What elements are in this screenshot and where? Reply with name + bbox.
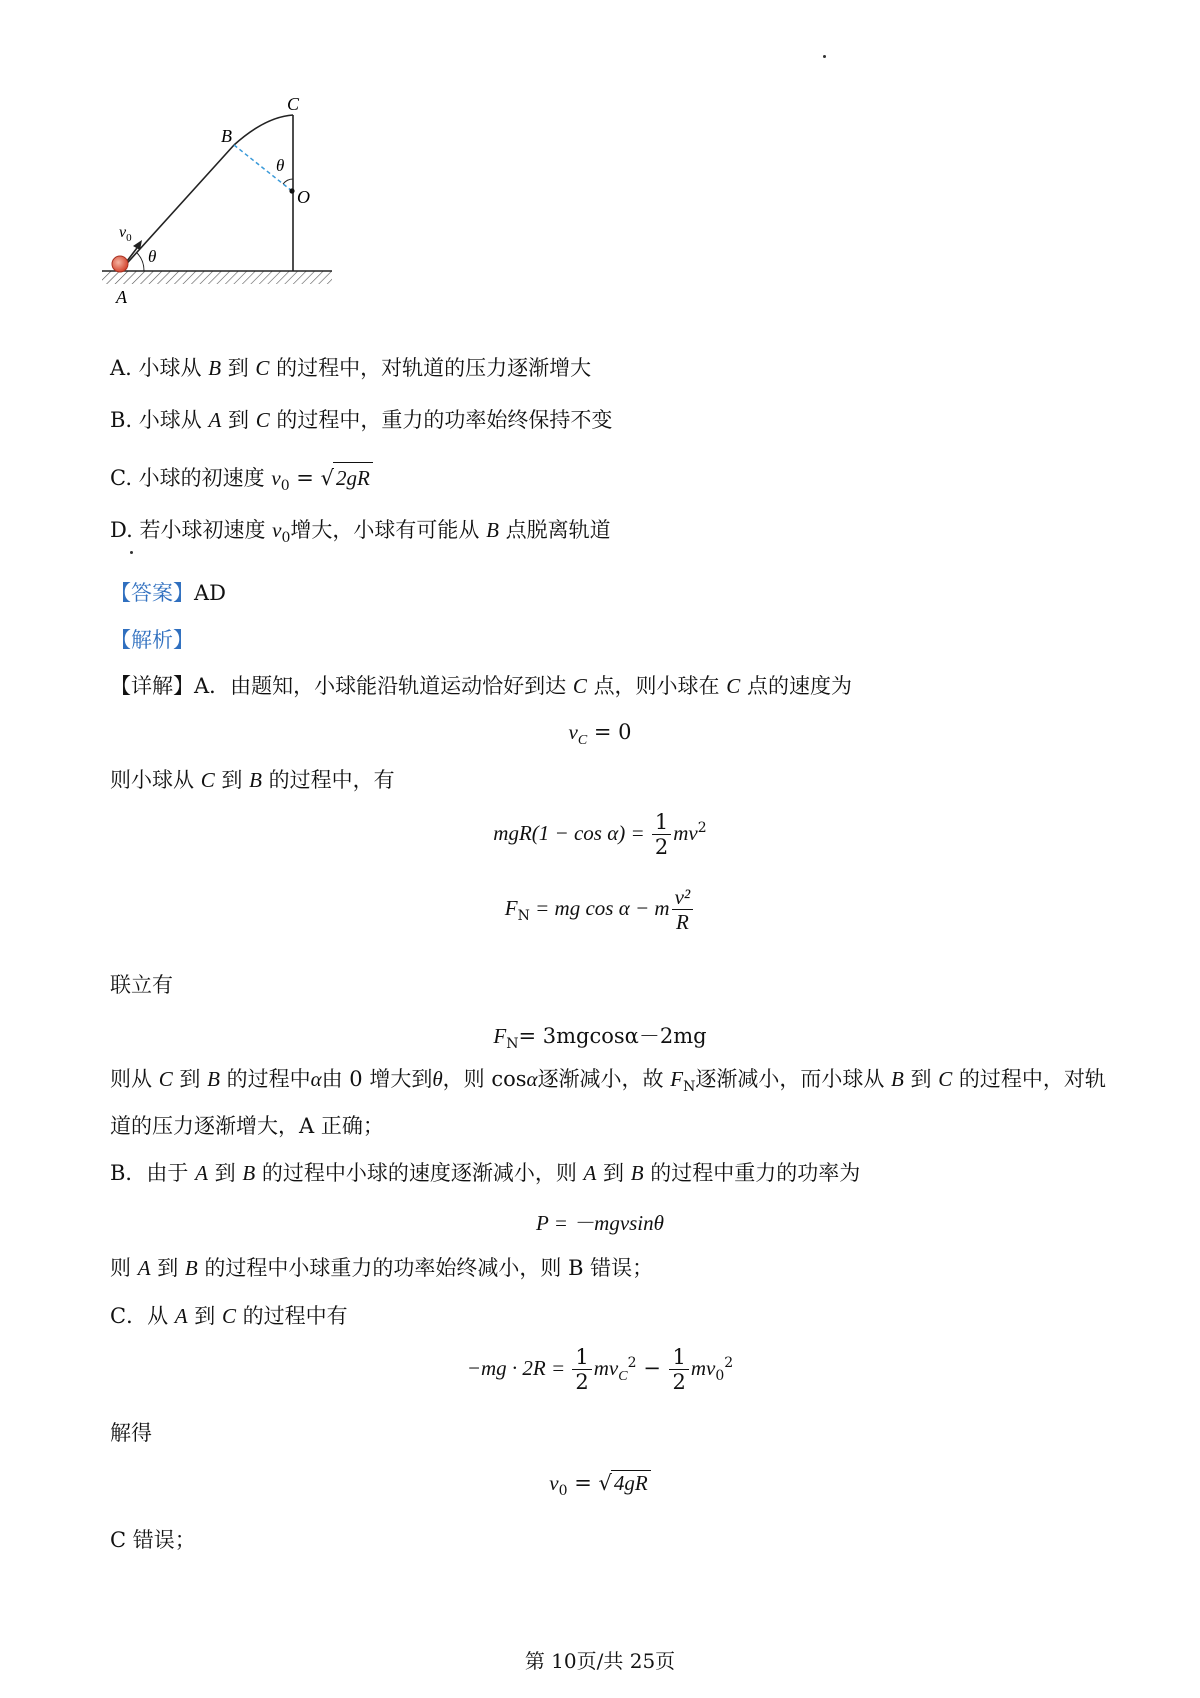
label-O: O: [297, 187, 310, 207]
detail-intro: 【详解】A．由题知，小球能沿轨道运动恰好到达 C 点，则小球在 C 点的速度为: [110, 674, 852, 698]
equation-work-energy: −mg · 2R = $\frac{1}{2}$ $mv_C^2$ − $\frac{1}{2}$ $mv_0^2$: [466, 1345, 734, 1394]
answer-line: 【答案】AD: [110, 581, 227, 605]
option-c: C. 小球的初速度 $v_0 = √2gR$: [110, 462, 373, 501]
equation-v0-result: $v_0 = √4gR$: [0, 1470, 1200, 1499]
scan-dot-d: [130, 551, 133, 554]
detail-c1: C．从 A 到 C 的过程中有: [110, 1304, 348, 1328]
label-A: A: [116, 287, 127, 307]
page-footer: 第 10页/共 25页: [524, 1649, 676, 1673]
label-v0: $v_0$: [119, 224, 132, 244]
ball: [112, 256, 128, 272]
equation-power: P = －mgvsinθ: [536, 1211, 664, 1235]
track-diagram: [100, 95, 350, 320]
scan-dot-top: [823, 55, 826, 58]
detail-para-a1: 则从 C 到 B 的过程中α由 0 增大到θ，则 cosα逐渐减小，故 $F_N$逐渐减小，而小球从 B 到 C 的过程中，对轨: [110, 1067, 1106, 1096]
theta-arc-center: [283, 179, 293, 184]
theta-arc-ground: [137, 253, 144, 271]
detail-c-end: C 错误；: [110, 1528, 196, 1552]
ground-hatch: [102, 271, 332, 284]
detail-lianli: 联立有: [110, 973, 173, 997]
equation-normal-force: $F_N$ = mg cos α − m $\frac{\text{v²}}{R}$: [0, 885, 1200, 934]
equation-energy: mgR(1 − cos α) = $\frac{1}{2}$ $mv^2$: [493, 810, 707, 859]
incline-track: [120, 145, 234, 271]
label-theta-bottom: θ: [148, 247, 157, 266]
label-C: C: [287, 95, 300, 114]
detail-c-to-b: 则小球从 C 到 B 的过程中，有: [110, 768, 395, 792]
analysis-tag: 【解析】: [110, 628, 194, 652]
detail-para-a2: 道的压力逐渐增大，A 正确；: [110, 1114, 384, 1138]
option-d: D. 若小球初速度 $v_0$增大，小球有可能从 B 点脱离轨道: [110, 518, 611, 547]
detail-jiede: 解得: [110, 1421, 152, 1445]
label-theta-top: θ: [276, 156, 285, 175]
arc-track: [234, 115, 293, 145]
detail-b1: B．由于 A 到 B 的过程中小球的速度逐渐减小，则 A 到 B 的过程中重力的功率为: [110, 1161, 861, 1185]
equation-vc: $v_C = 0$: [568, 720, 632, 749]
option-b: B. 小球从 A 到 C 的过程中，重力的功率始终保持不变: [110, 408, 613, 432]
label-B: B: [221, 126, 232, 146]
center-point: [289, 188, 294, 193]
equation-fn-result: $F_N= 3mgcos\alpha-2mg$: [493, 1024, 707, 1053]
detail-b2: 则 A 到 B 的过程中小球重力的功率始终减小，则 B 错误；: [110, 1256, 654, 1280]
option-a: A. 小球从 B 到 C 的过程中，对轨道的压力逐渐增大: [110, 356, 592, 380]
